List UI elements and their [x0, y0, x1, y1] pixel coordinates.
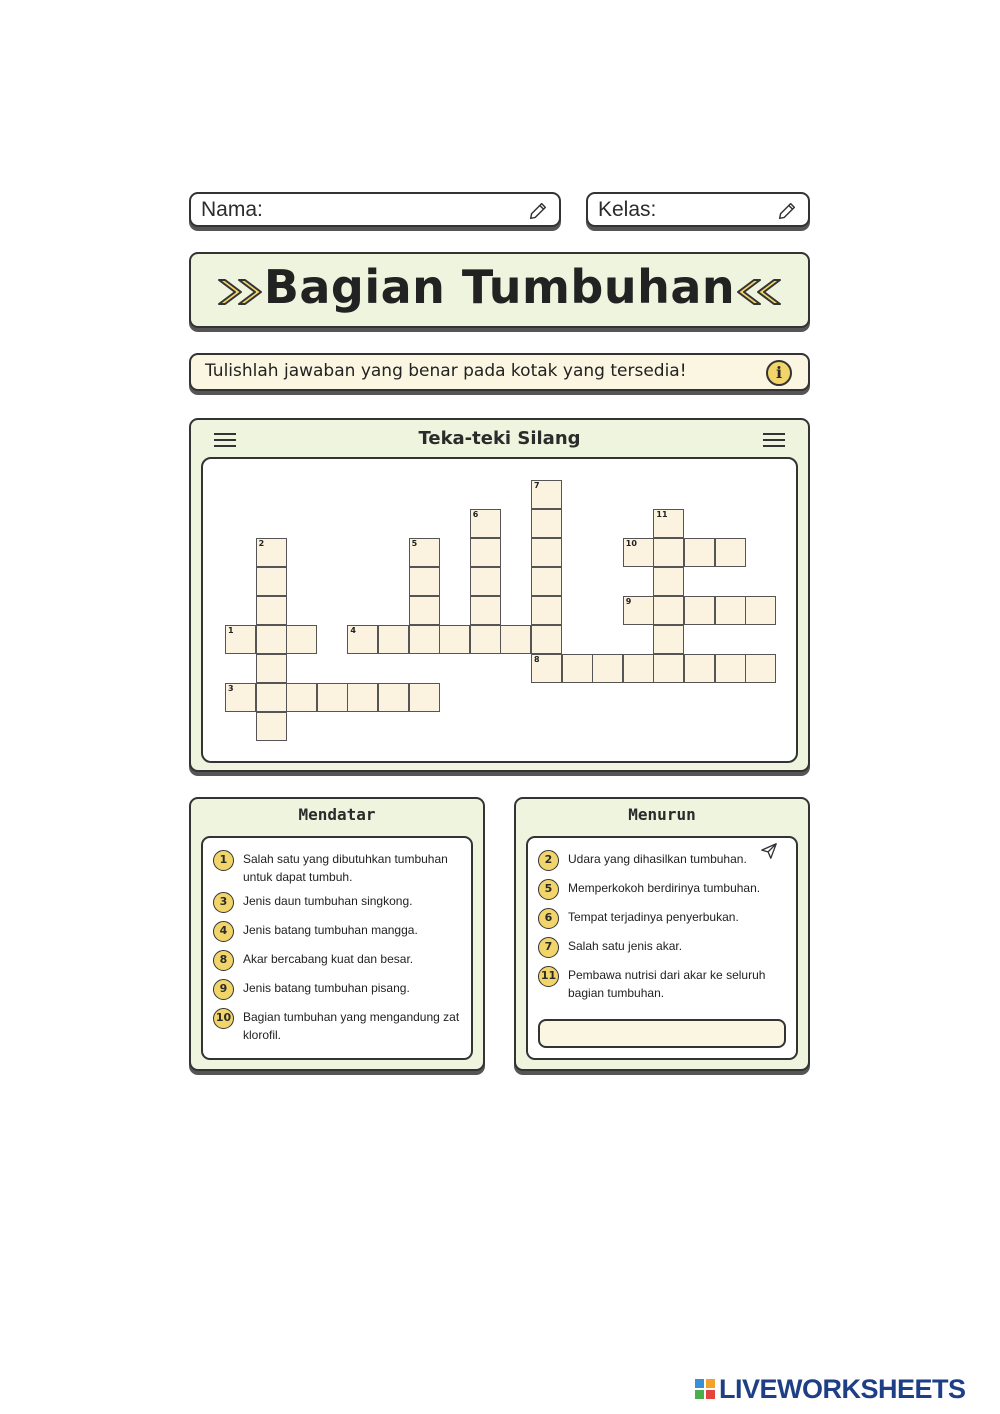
clue-text: Salah satu yang dibutuhkan tumbuhan untuk dapat tumbuh.	[243, 852, 448, 884]
clue-text: Bagian tumbuhan yang mengandung zat klorofil.	[243, 1010, 460, 1042]
clue-item	[213, 850, 461, 886]
nama-label: Nama:	[201, 198, 263, 221]
clue-item	[538, 966, 786, 1002]
menurun-clue-list	[526, 836, 798, 1060]
clue-number: 5	[538, 879, 559, 900]
clue-item	[538, 937, 786, 958]
cell-number: 6	[472, 510, 479, 519]
crossword-cell[interactable]	[256, 567, 287, 596]
nama-field[interactable]	[189, 192, 561, 227]
clue-text: Jenis daun tumbuhan singkong.	[243, 894, 413, 908]
page-title: Bagian Tumbuhan	[263, 260, 736, 314]
instruction-text: Tulishlah jawaban yang benar pada kotak yang tersedia!	[205, 361, 687, 381]
clue-item	[213, 921, 461, 942]
clue-text: Salah satu jenis akar.	[568, 939, 683, 953]
crossword-grid	[201, 457, 798, 763]
crossword-cell[interactable]	[653, 538, 684, 567]
clue-item	[213, 1008, 461, 1044]
mendatar-title: Mendatar	[298, 805, 376, 824]
instruction-bar	[189, 353, 810, 391]
cell-number: 7	[534, 481, 540, 490]
crossword-cell[interactable]	[653, 596, 684, 625]
clue-number: 2	[538, 850, 559, 871]
clue-text: Memperkokoh berdirinya tumbuhan.	[568, 881, 761, 895]
clue-item	[213, 950, 461, 971]
crossword-cell[interactable]	[256, 596, 287, 625]
chevron-left-double-icon	[730, 274, 784, 310]
crossword-cell[interactable]	[531, 538, 562, 567]
crossword-cell[interactable]	[531, 654, 562, 683]
crossword-cell[interactable]	[470, 538, 501, 567]
brand-logo	[694, 1374, 966, 1404]
crossword-title: Teka-teki Silang	[418, 428, 581, 449]
send-icon[interactable]	[760, 842, 778, 860]
crossword-cell[interactable]	[715, 596, 746, 625]
crossword-cell[interactable]	[500, 625, 531, 654]
crossword-cell[interactable]	[531, 596, 562, 625]
pencil-icon[interactable]	[527, 200, 549, 222]
crossword-cell[interactable]	[653, 654, 684, 683]
crossword-cell[interactable]	[684, 654, 715, 683]
crossword-cell[interactable]	[347, 683, 378, 712]
clue-text: Pembawa nutrisi dari akar ke seluruh bagian tumbuhan.	[568, 968, 766, 1000]
clue-item	[538, 908, 786, 929]
crossword-cell[interactable]	[256, 654, 287, 683]
cell-number: 2	[258, 539, 265, 548]
crossword-cell[interactable]	[470, 596, 501, 625]
menu-icon[interactable]	[762, 432, 786, 448]
crossword-cell[interactable]	[653, 509, 684, 538]
crossword-cell[interactable]	[623, 596, 654, 625]
kelas-label: Kelas:	[598, 198, 657, 221]
clue-number: 4	[213, 921, 234, 942]
clue-item	[538, 879, 786, 900]
pencil-icon[interactable]	[776, 200, 798, 222]
menurun-title: Menurun	[628, 805, 696, 824]
crossword-cell[interactable]	[225, 625, 256, 654]
clue-number: 8	[213, 950, 234, 971]
crossword-cell[interactable]	[684, 596, 715, 625]
clue-text: Jenis batang tumbuhan pisang.	[243, 981, 410, 995]
crossword-cell[interactable]	[409, 538, 440, 567]
cell-number: 10	[625, 539, 637, 548]
crossword-cell[interactable]	[256, 625, 287, 654]
mendatar-clue-list	[201, 836, 473, 1060]
crossword-cell[interactable]	[745, 654, 776, 683]
crossword-cell[interactable]	[317, 683, 348, 712]
clue-item	[213, 979, 461, 1000]
cell-number: 9	[625, 597, 632, 606]
crossword-cell[interactable]	[378, 683, 409, 712]
answer-input[interactable]	[538, 1019, 786, 1048]
clue-number: 10	[213, 1008, 234, 1029]
mendatar-panel	[189, 797, 485, 1071]
cell-number: 4	[350, 626, 356, 635]
crossword-cell[interactable]	[439, 625, 470, 654]
cell-number: 1	[228, 626, 234, 635]
crossword-cell[interactable]	[347, 625, 378, 654]
clue-number: 11	[538, 966, 559, 987]
crossword-cell[interactable]	[256, 538, 287, 567]
crossword-cell[interactable]	[684, 538, 715, 567]
crossword-cell[interactable]	[256, 712, 287, 741]
menurun-panel	[514, 797, 810, 1071]
crossword-cell[interactable]	[562, 654, 593, 683]
crossword-cell[interactable]	[592, 654, 623, 683]
clue-text: Jenis batang tumbuhan mangga.	[243, 923, 418, 937]
crossword-cell[interactable]	[286, 683, 317, 712]
crossword-cell[interactable]	[470, 567, 501, 596]
crossword-panel	[189, 418, 810, 772]
kelas-field[interactable]	[586, 192, 810, 227]
liveworksheets-logo-icon	[694, 1378, 716, 1400]
crossword-cell[interactable]	[531, 567, 562, 596]
clue-number: 3	[213, 892, 234, 913]
crossword-cell[interactable]	[623, 654, 654, 683]
crossword-cell[interactable]	[531, 480, 562, 509]
clue-number: 9	[213, 979, 234, 1000]
crossword-cell[interactable]	[653, 567, 684, 596]
cell-number: 8	[534, 655, 540, 664]
crossword-cell[interactable]	[409, 625, 440, 654]
crossword-cell[interactable]	[470, 625, 501, 654]
clue-number: 6	[538, 908, 559, 929]
clue-text: Akar bercabang kuat dan besar.	[243, 952, 414, 966]
clue-text: Tempat terjadinya penyerbukan.	[568, 910, 739, 924]
title-banner	[189, 252, 810, 328]
crossword-cell[interactable]	[409, 567, 440, 596]
crossword-cell[interactable]	[409, 596, 440, 625]
clue-number: 1	[213, 850, 234, 871]
clue-text: Udara yang dihasilkan tumbuhan.	[568, 852, 747, 866]
crossword-cell[interactable]	[745, 596, 776, 625]
crossword-cell[interactable]	[286, 625, 317, 654]
crossword-cell[interactable]	[623, 538, 654, 567]
crossword-cell[interactable]	[470, 509, 501, 538]
brand-name: LIVEWORKSHEETS	[719, 1373, 966, 1404]
clue-number: 7	[538, 937, 559, 958]
crossword-cell[interactable]	[531, 509, 562, 538]
crossword-cell[interactable]	[531, 625, 562, 654]
clue-item	[213, 892, 461, 913]
crossword-cell[interactable]	[378, 625, 409, 654]
crossword-cell[interactable]	[256, 683, 287, 712]
cell-number: 3	[228, 684, 234, 693]
info-icon[interactable]: i	[766, 360, 792, 386]
crossword-cell[interactable]	[715, 538, 746, 567]
crossword-cell[interactable]	[409, 683, 440, 712]
crossword-cell[interactable]	[225, 683, 256, 712]
crossword-cell[interactable]	[715, 654, 746, 683]
cell-number: 11	[656, 510, 668, 519]
clue-item	[538, 850, 786, 871]
crossword-cell[interactable]	[653, 625, 684, 654]
cell-number: 5	[411, 539, 418, 548]
